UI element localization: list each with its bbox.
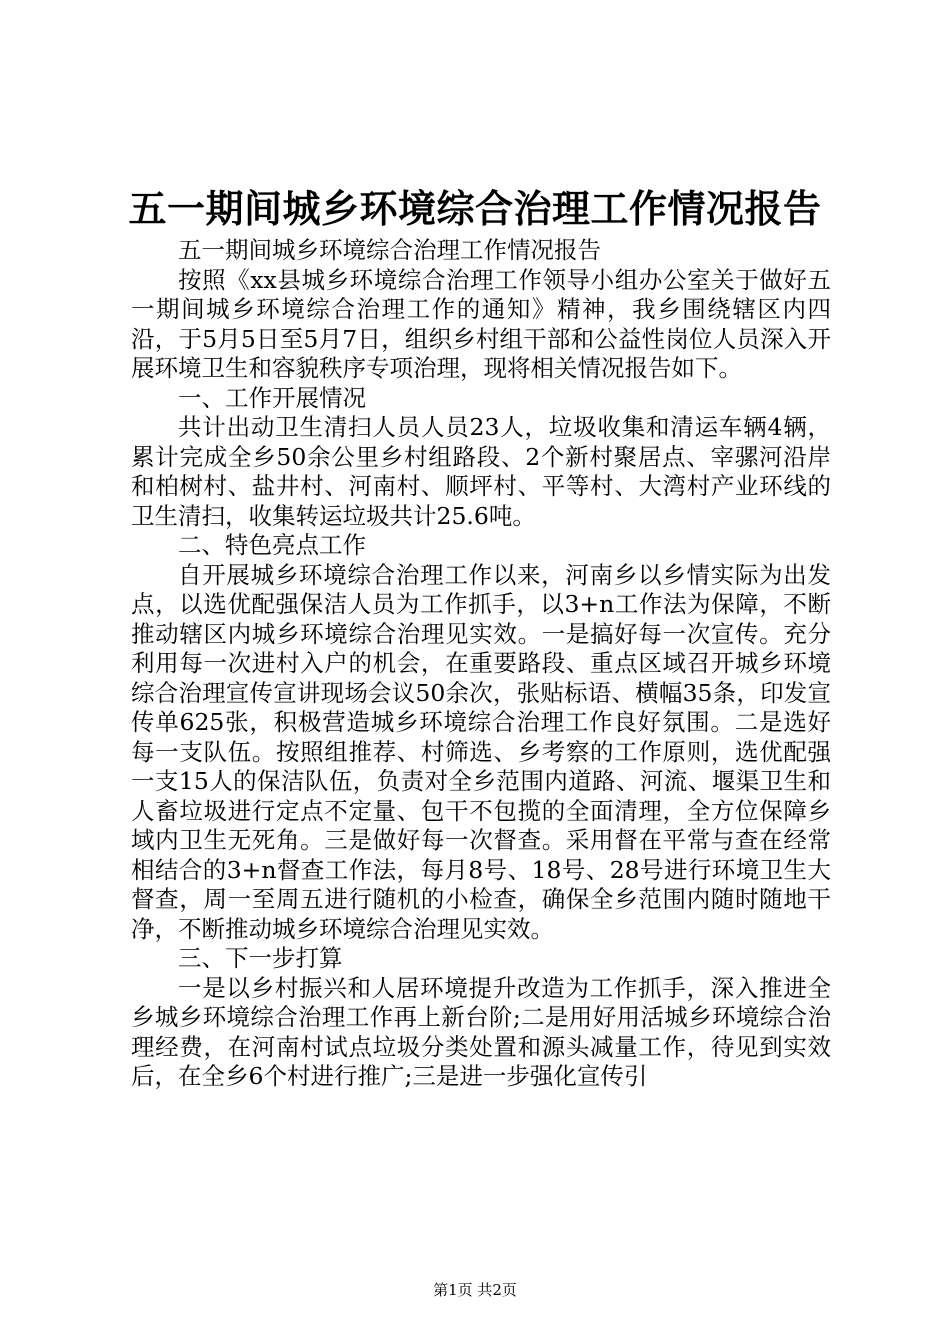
document-title: 五一期间城乡环境综合治理工作情况报告 [128, 186, 822, 231]
highlights-paragraph: 自开展城乡环境综合治理工作以来，河南乡以乡情实际为出发点，以选优配强保洁人员为工作抓手，以3+n工作法为保障，不断推动辖区内城乡环境综合治理见实效。一是搞好每一次宣传。充分利用每一次进村入户的机会，在重要路段、重点区域召开城乡环境综合治理宣传宣讲现场会议50余次，张贴标语、横幅35条，印发宣传单625张，积极营造城乡环境综合治理工作良好氛围。二是选好每一支队伍。按照组推荐、村筛选、乡考察的工作原则，选优配强一支15人的保洁队伍，负责对全乡范围内道路、河流、堰渠卫生和人畜垃圾进行定点不定量、包干不包揽的全面清理，全方位保障乡域内卫生无死角。三是做好每一次督查。采用督在平常与查在经常相结合的3+n督查工作法，每月8号、18号、28号进行环境卫生大督查，周一至周五进行随机的小检查，确保全乡范围内随时随地干净，不断推动城乡环境综合治理见实效。 [131, 560, 831, 943]
section-heading-highlights: 二、特色亮点工作 [178, 531, 366, 559]
subtitle-paragraph: 五一期间城乡环境综合治理工作情况报告 [178, 236, 601, 264]
section-heading-next-steps: 三、下一步打算 [178, 944, 343, 972]
intro-paragraph: 按照《xx县城乡环境综合治理工作领导小组办公室关于做好五一期间城乡环境综合治理工作的通知》精神，我乡围绕辖区内四沿，于5月5日至5月7日，组织乡村组干部和公益性岗位人员深入开展环境卫生和容貌秩序专项治理，现将相关情况报告如下。 [131, 265, 831, 382]
section-heading-work-status: 一、工作开展情况 [178, 383, 366, 412]
document-body [131, 236, 831, 1092]
next-steps-paragraph: 一是以乡村振兴和人居环境提升改造为工作抓手，深入推进全乡城乡环境综合治理工作再上新台阶;二是用好用活城乡环境综合治理经费，在河南村试点垃圾分类处置和源头减量工作，待见到实效后，在全乡6个村进行推广;三是进一步强化宣传引 [131, 973, 831, 1090]
work-status-paragraph: 共计出动卫生清扫人员人员23人，垃圾收集和清运车辆4辆，累计完成全乡50余公里乡村组路段、2个新村聚居点、宰骡河沿岸和柏树村、盐井村、河南村、顺坪村、平等村、大湾村产业环线的卫生清扫，收集转运垃圾共计25.6吨。 [131, 413, 831, 530]
page-number-footer: 第1页 共2页 [433, 1281, 517, 1299]
